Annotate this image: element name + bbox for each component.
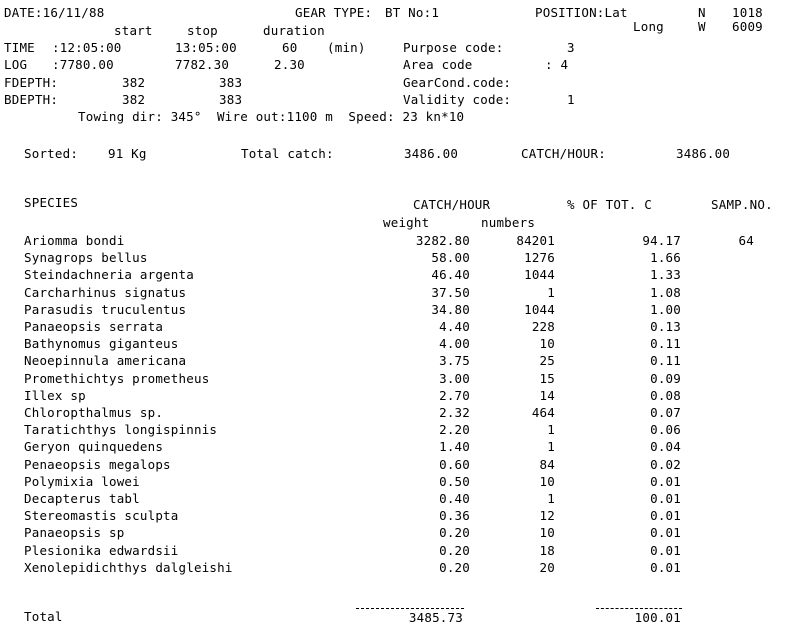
numbers-value: 14 [539, 388, 555, 403]
numbers-value: 1044 [524, 302, 555, 317]
weight-value: 0.20 [439, 525, 470, 540]
numbers-value: 1276 [524, 250, 555, 265]
species-name: Synagrops bellus [24, 250, 148, 265]
fdepth-start: 382 [122, 75, 146, 90]
percent-value: 0.01 [650, 525, 681, 540]
sample-number-header: SAMP.NO. [711, 197, 773, 212]
numbers-value: 12 [539, 508, 555, 523]
time-unit: (min) [327, 40, 366, 55]
col-stop-header: stop [187, 23, 218, 38]
weight-value: 0.50 [439, 474, 470, 489]
numbers-value: 1 [547, 491, 555, 506]
numbers-value: 84201 [516, 233, 555, 248]
species-name: Ariomma bondi [24, 233, 125, 248]
purpose-code-value: 3 [567, 40, 575, 55]
bdepth-label: BDEPTH: [4, 92, 59, 107]
purpose-code-label: Purpose code: [403, 40, 504, 55]
percent-value: 0.07 [650, 405, 681, 420]
log-start: :7780.00 [52, 57, 114, 72]
fdepth-label: FDEPTH: [4, 75, 59, 90]
species-name: Steindachneria argenta [24, 267, 194, 282]
weight-value: 0.20 [439, 560, 470, 575]
species-name: Carcharhinus signatus [24, 285, 187, 300]
total-percent: 100.01 [634, 610, 681, 625]
catch-per-hour-header: CATCH/HOUR [413, 197, 491, 212]
percent-value: 0.01 [650, 560, 681, 575]
gear-type-value: BT No:1 [385, 5, 440, 20]
numbers-value: 84 [539, 457, 555, 472]
percent-value: 94.17 [642, 233, 681, 248]
percent-value: 0.06 [650, 422, 681, 437]
weight-value: 2.32 [439, 405, 470, 420]
fdepth-stop: 383 [219, 75, 243, 90]
weight-total-rule [356, 608, 464, 609]
catch-per-hour-value: 3486.00 [676, 146, 731, 161]
area-code-value: : 4 [545, 57, 569, 72]
species-name: Penaeopsis megalops [24, 457, 171, 472]
percent-value: 1.66 [650, 250, 681, 265]
catch-per-hour-label: CATCH/HOUR: [521, 146, 606, 161]
species-name: Neoepinnula americana [24, 353, 187, 368]
numbers-value: 464 [531, 405, 555, 420]
species-name: Taratichthys longispinnis [24, 422, 218, 437]
species-name: Decapterus tabl [24, 491, 140, 506]
numbers-value: 10 [539, 474, 555, 489]
numbers-value: 228 [531, 319, 555, 334]
numbers-value: 18 [539, 543, 555, 558]
species-name: Panaeopsis sp [24, 525, 125, 540]
weight-value: 58.00 [431, 250, 470, 265]
numbers-value: 10 [539, 336, 555, 351]
total-label: Total [24, 609, 63, 624]
weight-value: 0.40 [439, 491, 470, 506]
time-duration: 60 [282, 40, 298, 55]
percent-value: 0.02 [650, 457, 681, 472]
numbers-value: 1 [547, 439, 555, 454]
species-name: Panaeopsis serrata [24, 319, 164, 334]
time-start: :12:05:00 [52, 40, 122, 55]
validity-code-value: 1 [567, 92, 575, 107]
bdepth-stop: 383 [219, 92, 243, 107]
bdepth-start: 382 [122, 92, 146, 107]
weight-value: 2.20 [439, 422, 470, 437]
sorted-label: Sorted: [24, 146, 79, 161]
gearcond-code-label: GearCond.code: [403, 75, 512, 90]
total-catch-value: 3486.00 [404, 146, 459, 161]
numbers-value: 25 [539, 353, 555, 368]
percent-value: 0.11 [650, 353, 681, 368]
long-hemisphere: W [698, 19, 706, 34]
weight-value: 46.40 [431, 267, 470, 282]
gear-type-label: GEAR TYPE: [295, 5, 373, 20]
percent-value: 0.09 [650, 371, 681, 386]
weight-value: 37.50 [431, 285, 470, 300]
total-weight: 3485.73 [408, 610, 463, 625]
weight-value: 34.80 [431, 302, 470, 317]
percent-value: 1.00 [650, 302, 681, 317]
towing-info-line: Towing dir: 345° Wire out:1100 m Speed: 23 kn*10 [78, 109, 465, 124]
date-label: DATE:16/11/88 [4, 5, 105, 20]
time-label: TIME [4, 40, 35, 55]
weight-value: 3282.80 [415, 233, 470, 248]
time-stop: 13:05:00 [175, 40, 237, 55]
percent-value: 0.01 [650, 543, 681, 558]
species-name: Stereomastis sculpta [24, 508, 179, 523]
weight-value: 3.75 [439, 353, 470, 368]
numbers-header: numbers [481, 215, 536, 230]
area-code-label: Area code [403, 57, 473, 72]
species-name: Chloropthalmus sp. [24, 405, 164, 420]
weight-value: 4.00 [439, 336, 470, 351]
percent-value: 0.11 [650, 336, 681, 351]
long-value: 6009 [732, 19, 763, 34]
percent-value: 1.08 [650, 285, 681, 300]
weight-value: 0.36 [439, 508, 470, 523]
numbers-value: 10 [539, 525, 555, 540]
numbers-value: 1 [547, 285, 555, 300]
log-label: LOG [4, 57, 28, 72]
col-start-header: start [114, 23, 153, 38]
log-duration: 2.30 [274, 57, 305, 72]
long-label: Long [633, 19, 664, 34]
percent-value: 0.01 [650, 491, 681, 506]
numbers-value: 15 [539, 371, 555, 386]
percent-value: 0.13 [650, 319, 681, 334]
species-name: Promethichtys prometheus [24, 371, 210, 386]
percent-value: 0.01 [650, 508, 681, 523]
species-name: Bathynomus giganteus [24, 336, 179, 351]
species-header: SPECIES [24, 195, 79, 210]
log-stop: 7782.30 [175, 57, 230, 72]
weight-value: 0.60 [439, 457, 470, 472]
col-duration-header: duration [263, 23, 325, 38]
percent-total-rule [596, 608, 682, 609]
species-name: Illex sp [24, 388, 86, 403]
sample-number-value: 64 [738, 233, 754, 248]
percent-value: 0.01 [650, 474, 681, 489]
validity-code-label: Validity code: [403, 92, 512, 107]
sorted-value: 91 Kg [108, 146, 147, 161]
weight-value: 3.00 [439, 371, 470, 386]
species-name: Xenolepidichthys dalgleishi [24, 560, 233, 575]
weight-value: 1.40 [439, 439, 470, 454]
species-name: Parasudis truculentus [24, 302, 187, 317]
weight-header: weight [383, 215, 430, 230]
total-catch-label: Total catch: [241, 146, 334, 161]
percent-of-total-header: % OF TOT. C [567, 197, 652, 212]
percent-value: 0.04 [650, 439, 681, 454]
weight-value: 0.20 [439, 543, 470, 558]
numbers-value: 1044 [524, 267, 555, 282]
percent-value: 0.08 [650, 388, 681, 403]
species-name: Geryon quinquedens [24, 439, 164, 454]
lat-hemisphere: N [698, 5, 706, 20]
numbers-value: 1 [547, 422, 555, 437]
position-label: POSITION:Lat [535, 5, 628, 20]
species-name: Polymixia lowei [24, 474, 140, 489]
numbers-value: 20 [539, 560, 555, 575]
weight-value: 4.40 [439, 319, 470, 334]
weight-value: 2.70 [439, 388, 470, 403]
species-name: Plesionika edwardsii [24, 543, 179, 558]
lat-value: 1018 [732, 5, 763, 20]
percent-value: 1.33 [650, 267, 681, 282]
